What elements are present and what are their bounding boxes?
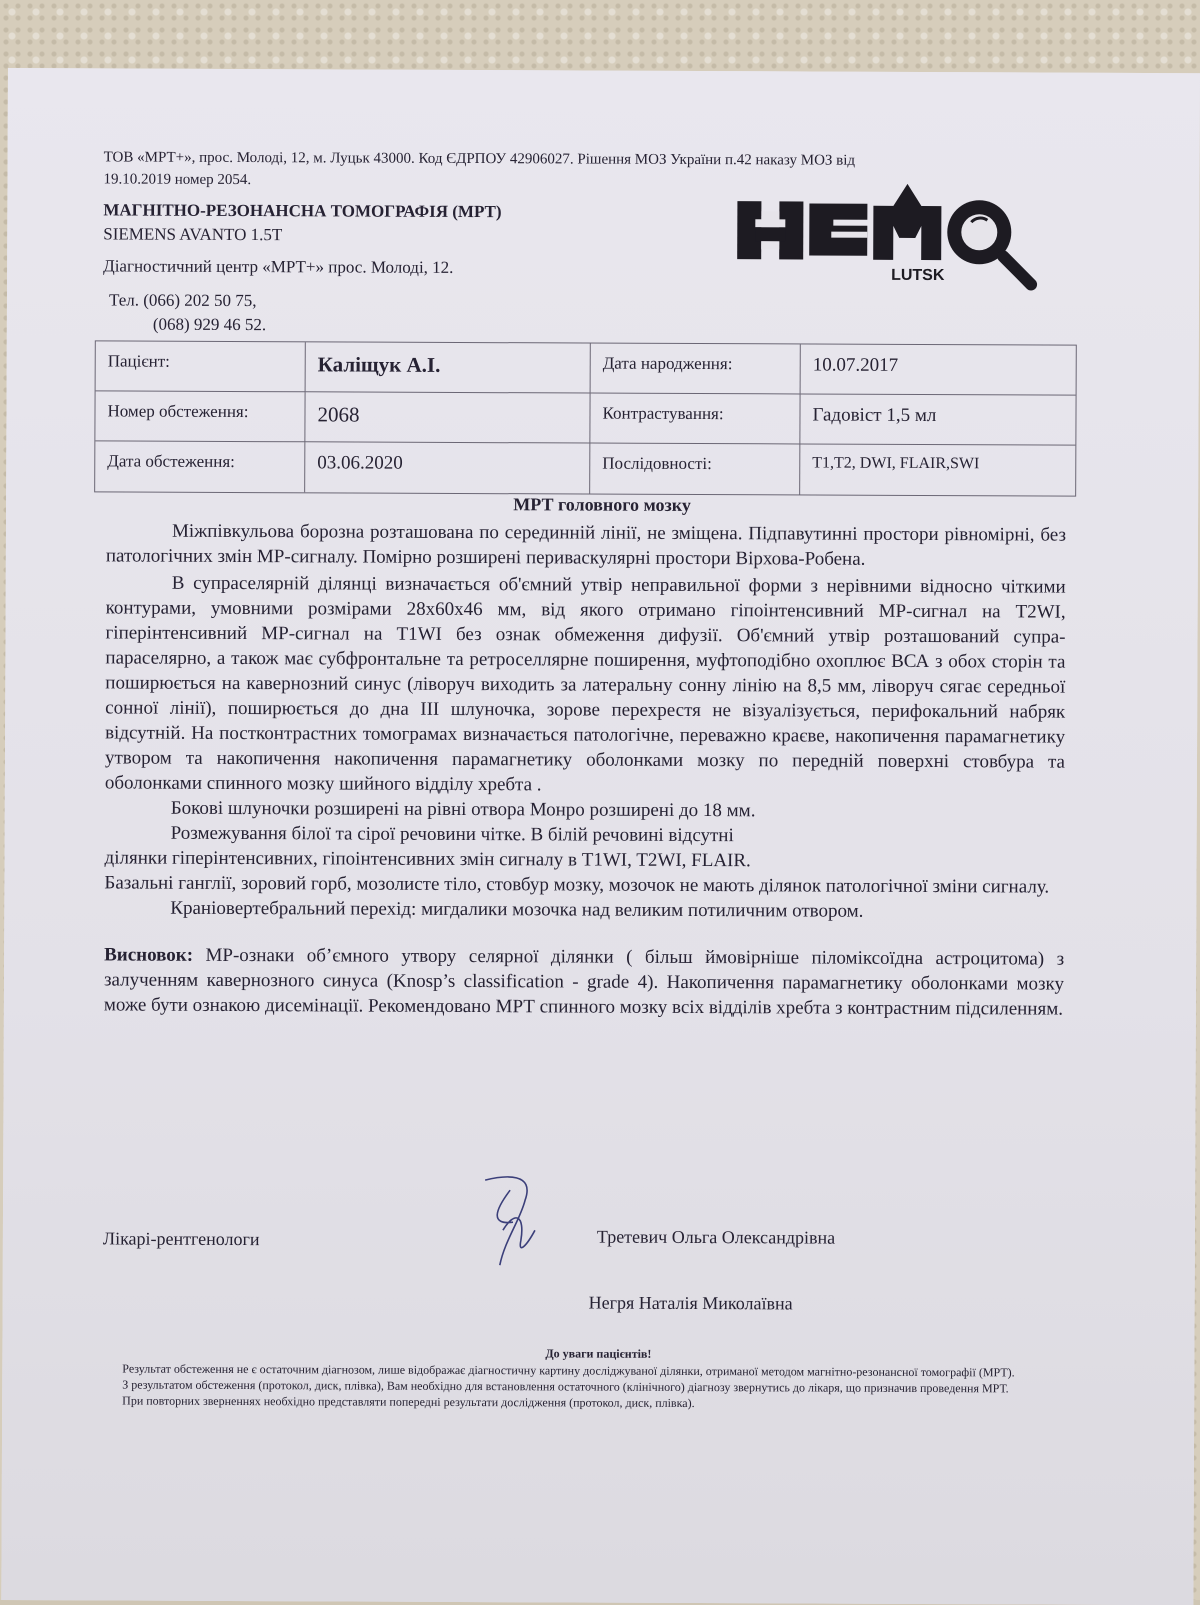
nemo-logo xyxy=(735,181,1055,292)
sequences-label: Послідовності: xyxy=(590,444,800,495)
paragraph-4-rest: Базальні ганглії, зоровий горб, мозолисте тіло, стовбур мозку, мозочок не мають ділянок патологічної зміни сигналу. xyxy=(104,872,1050,898)
paragraph-5: Краніовертебральний перехід: мигдалики мозочка над великим потиличним отвором. xyxy=(170,897,864,922)
handwritten-signature xyxy=(465,1170,575,1270)
dob-value: 10.07.2017 xyxy=(801,344,1076,395)
patient-notice xyxy=(102,1360,1082,1412)
notice-line-1: Результат обстеження не є остаточним діагнозом, лише відображає діагностичну картину досліджуваної ділянки, отриманої методом магнітно-резонансної томографії (МРТ). xyxy=(122,1361,1015,1380)
conclusion xyxy=(104,942,1064,1021)
center-address: Діагностичний центр «МРТ+» прос. Молоді, 12. xyxy=(103,256,454,277)
company-line-1: ТОВ «МРТ+», прос. Молоді, 12, м. Луцьк 43000. Код ЄДРПОУ 42906027. Рішення МОЗ України п.42 наказу МОЗ від xyxy=(103,149,856,169)
patient-label: Пацієнт: xyxy=(96,341,306,392)
contrast-value: Гадовіст 1,5 мл xyxy=(800,394,1075,445)
exam-date-label: Дата обстеження: xyxy=(95,441,305,492)
sequences-value: T1,T2, DWI, FLAIR,SWI xyxy=(812,454,980,473)
exam-number-label: Номер обстеження: xyxy=(95,391,305,442)
notice-line-2: З результатом обстеження (протокол, диск, плівка), Вам необхідно для встановлення остаточного (клінічного) діагнозу звернутись до лікаря, що призначив проведення МРТ. xyxy=(122,1377,1009,1396)
phone-2: (068) 929 46 52. xyxy=(152,314,267,335)
dob-label: Дата народження: xyxy=(591,344,801,395)
paragraph-4-line-2: ділянки гіперінтенсивних, гіпоінтенсивних змін сигналу в T1WI, T2WI, FLAIR. xyxy=(104,847,751,872)
report-body xyxy=(104,518,1066,1021)
radiologists-role: Лікарі-рентгенологи xyxy=(102,1228,260,1250)
doctor-2-name: Негря Наталія Миколаївна xyxy=(588,1292,793,1314)
paragraph-4-line-1: Розмежування білої та сірої речовини чітке. В білій речовині відсутні xyxy=(170,822,734,847)
device-name: SIEMENS AVANTO 1.5T xyxy=(103,224,283,245)
contrast-label: Контрастування: xyxy=(590,394,800,445)
notice-title: До уваги пацієнтів! xyxy=(545,1346,652,1361)
report-sheet xyxy=(1,68,1200,1605)
phone-1: Тел. (066) 202 50 75, xyxy=(108,290,257,311)
notice-line-3: При повторних зверненнях необхідно представляти попередні результати дослідження (протокол, диск, плівка). xyxy=(122,1393,695,1411)
patient-info-table xyxy=(94,340,1077,496)
logo-city-text: LUTSK xyxy=(891,266,945,285)
company-line-2: 19.10.2019 номер 2054. xyxy=(103,171,252,189)
patient-name: Каліщук А.І. xyxy=(306,342,591,393)
document-title: МАГНІТНО-РЕЗОНАНСНА ТОМОГРАФІЯ (МРТ) xyxy=(103,200,502,222)
exam-number-value: 2068 xyxy=(305,392,590,443)
exam-date-value: 03.06.2020 xyxy=(305,442,590,493)
paragraph-3: Бокові шлуночки розширені на рівні отвора Монро розширені до 18 мм. xyxy=(170,797,756,822)
paragraph-1: Міжпівкульова борозна розташована по серединній лінії, не зміщена. Підпавутинні простори рівномірні, без патологічних змін МР-сигналу. Помірно розширені периваскулярні простори Вірхова-Робена. xyxy=(105,520,1067,570)
doctor-1-name: Третевич Ольга Олександрівна xyxy=(596,1226,836,1248)
report-heading: МРТ головного мозку xyxy=(513,494,691,515)
conclusion-text: МР-ознаки об’ємного утвору селярної ділянки ( більш ймовірніше піломіксоїдна астроцитома) з залученням кавернозного синуса (Knosp’s classification - grade 4). Накопичення парамагнетику оболонками мозку може бути ознакою дисемінації. Рекомендовано МРТ спинного мозку всіх відділів хребта з контрастним підсиленням. xyxy=(103,944,1065,1020)
paragraph-2: В супраселярній ділянці визначається об'ємний утвір неправильної форми з нерівними відносно чіткими контурами, умовними розмірами 28х60х46 мм, від якого отримано гіпоінтенсивний МР-сигнал на T2WI, гіперінтенсивний МР-сигнал на T1WI без ознак обмеження дифузії. Об'ємний утвір розташований супра- параселярно, а також має субфронтальне та ретроселлярне поширення, муфтоподібно охоплює ВСА з обох сторін та поширюється на кавернозний синус (ліворуч виходить за латеральну сонну лінію на 8,5 мм, ліворуч сягає середньої сонної лінії), поширюється до дна III шлуночка, зорове перехрестя не візуалізується, перифокальний набряк відсутній. На постконтрастних томограмах визначається патологічне, переважно краєве, накопичення парамагнетику утвором та накопичення накопичення парамагнетику оболонками мозку по передній поверхні стовбура та оболонками спинного мозку шийного відділу хребта . xyxy=(104,572,1066,796)
conclusion-label: Висновок: xyxy=(104,944,194,966)
